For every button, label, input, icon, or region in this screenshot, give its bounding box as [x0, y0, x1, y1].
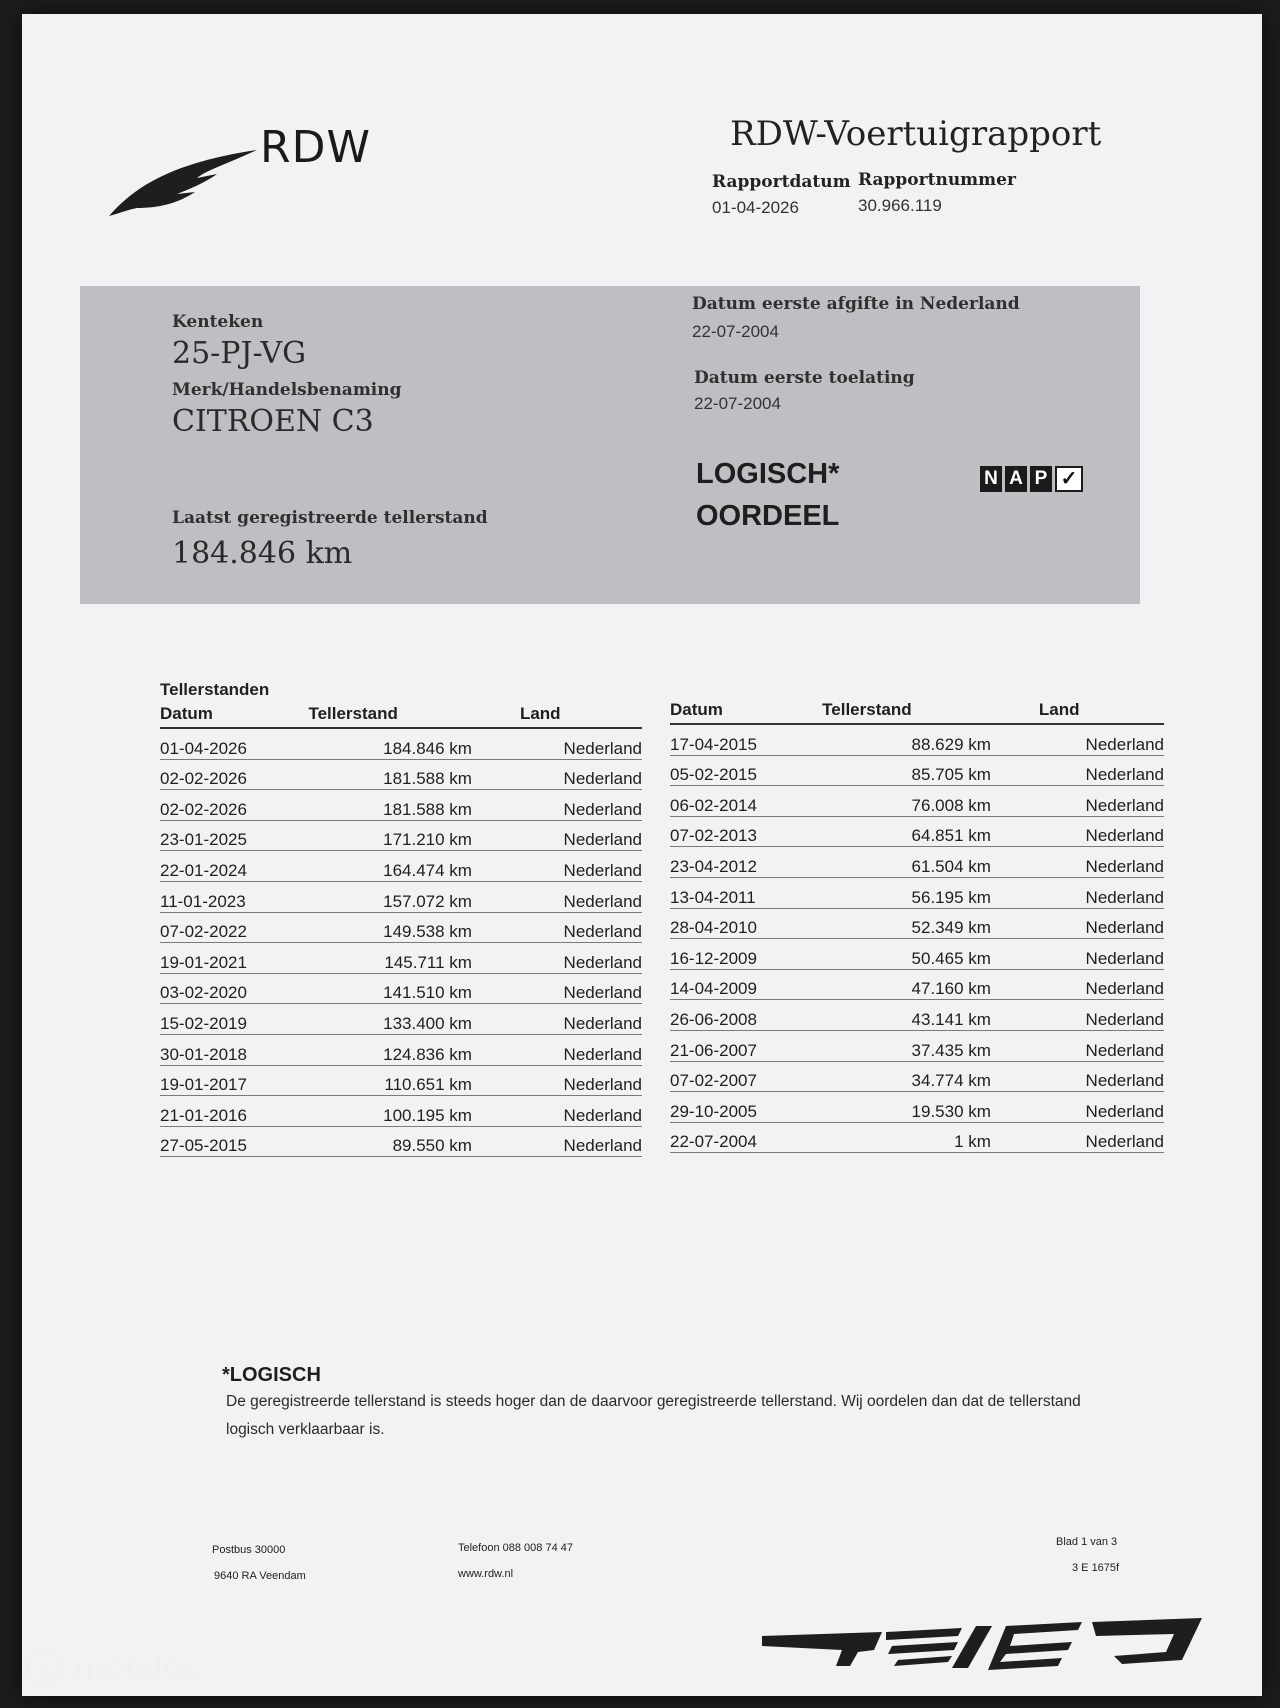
report-date: 01-04-2026	[712, 198, 799, 217]
reading-km: 61.504 km	[822, 847, 1039, 878]
table-row	[160, 851, 642, 882]
reading-km: 145.711 km	[308, 943, 520, 974]
report-title: RDW-Voertuigrapport	[730, 114, 1102, 154]
reading-date: 22-01-2024	[160, 851, 308, 882]
reading-date: 07-02-2013	[670, 816, 822, 847]
table-row	[160, 1126, 642, 1157]
table-row	[160, 1096, 642, 1127]
reading-date: 01-04-2026	[160, 728, 308, 759]
reading-date: 21-06-2007	[670, 1030, 822, 1061]
make-value: CITROEN C3	[172, 404, 374, 439]
reading-country: Nederland	[1039, 724, 1164, 755]
make-label: Merk/Handelsbenaming	[172, 380, 402, 400]
reading-country: Nederland	[520, 943, 642, 974]
plate-label: Kenteken	[172, 312, 264, 332]
reading-date: 06-02-2014	[670, 786, 822, 817]
reading-country: Nederland	[520, 1034, 642, 1065]
reading-country: Nederland	[1039, 1000, 1164, 1031]
reading-km: 110.651 km	[308, 1065, 520, 1096]
note-heading: *LOGISCH	[222, 1364, 321, 1386]
table-row	[160, 943, 642, 974]
verdict-line1: LOGISCH*	[696, 458, 840, 490]
reading-country: Nederland	[1039, 1061, 1164, 1092]
table-row	[160, 1004, 642, 1035]
table-row	[670, 908, 1164, 939]
reading-country: Nederland	[1039, 755, 1164, 786]
reading-country: Nederland	[1039, 786, 1164, 817]
table-row	[160, 912, 642, 943]
reading-km: 157.072 km	[308, 881, 520, 912]
table-row	[670, 786, 1164, 817]
reading-km: 43.141 km	[822, 1000, 1039, 1031]
reading-date: 11-01-2023	[160, 881, 308, 912]
table-row	[670, 1092, 1164, 1123]
checkmark-icon: ✓	[1055, 466, 1083, 492]
table-row	[670, 1000, 1164, 1031]
reading-country: Nederland	[520, 1126, 642, 1157]
first-admission-value: 22-07-2004	[694, 394, 781, 413]
reading-km: 181.588 km	[308, 790, 520, 821]
table-row	[670, 939, 1164, 970]
reading-date: 26-06-2008	[670, 1000, 822, 1031]
footer-city: 9640 RA Veendam	[214, 1570, 306, 1582]
col-country: Land	[520, 704, 642, 728]
reading-country: Nederland	[1039, 939, 1164, 970]
reading-date: 17-04-2015	[670, 724, 822, 755]
reading-country: Nederland	[1039, 1122, 1164, 1153]
reading-country: Nederland	[520, 1004, 642, 1035]
table-row	[160, 728, 642, 759]
watermark-text: mobilox	[74, 1649, 201, 1687]
reading-km: 181.588 km	[308, 759, 520, 790]
reading-km: 88.629 km	[822, 724, 1039, 755]
document-barcode-icon	[762, 1616, 1202, 1672]
reading-date: 14-04-2009	[670, 969, 822, 1000]
reading-country: Nederland	[1039, 908, 1164, 939]
footer-code: 3 E 1675f	[1072, 1562, 1120, 1574]
reading-country: Nederland	[520, 1065, 642, 1096]
reading-date: 16-12-2009	[670, 939, 822, 970]
reading-km: 149.538 km	[308, 912, 520, 943]
table-row	[670, 1061, 1164, 1092]
reading-country: Nederland	[520, 881, 642, 912]
reading-date: 22-07-2004	[670, 1122, 822, 1153]
reading-date: 30-01-2018	[160, 1034, 308, 1065]
table-header	[670, 700, 1164, 724]
report-number-label: Rapportnummer	[858, 170, 1016, 190]
reading-km: 124.836 km	[308, 1034, 520, 1065]
reading-km: 34.774 km	[822, 1061, 1039, 1092]
reading-country: Nederland	[520, 820, 642, 851]
reading-country: Nederland	[520, 1096, 642, 1127]
report-date-label: Rapportdatum	[712, 172, 851, 192]
reading-country: Nederland	[1039, 877, 1164, 908]
reading-date: 02-02-2026	[160, 759, 308, 790]
footer-website: www.rdw.nl	[458, 1568, 514, 1580]
reading-km: 56.195 km	[822, 877, 1039, 908]
reading-country: Nederland	[520, 912, 642, 943]
col-reading: Tellerstand	[308, 704, 520, 728]
mobilox-logo-icon	[26, 1648, 66, 1688]
reading-country: Nederland	[520, 973, 642, 1004]
reading-date: 21-01-2016	[160, 1096, 308, 1127]
reading-country: Nederland	[1039, 816, 1164, 847]
reading-km: 64.851 km	[822, 816, 1039, 847]
col-date: Datum	[670, 700, 822, 724]
footer-phone: Telefoon 088 008 74 47	[458, 1542, 573, 1554]
first-issue-nl-label: Datum eerste afgifte in Nederland	[692, 294, 1020, 314]
reading-km: 100.195 km	[308, 1096, 520, 1127]
reading-km: 1 km	[822, 1122, 1039, 1153]
reading-km: 76.008 km	[822, 786, 1039, 817]
rdw-logo-icon	[107, 134, 257, 224]
reading-km: 85.705 km	[822, 755, 1039, 786]
reading-km: 164.474 km	[308, 851, 520, 882]
table-row	[160, 1065, 642, 1096]
table-row	[160, 820, 642, 851]
table-row	[670, 877, 1164, 908]
table-row	[160, 973, 642, 1004]
reading-km: 37.435 km	[822, 1030, 1039, 1061]
reading-date: 15-02-2019	[160, 1004, 308, 1035]
org-name: RDW	[260, 122, 371, 173]
table-row	[670, 1030, 1164, 1061]
reading-km: 19.530 km	[822, 1092, 1039, 1123]
reading-date: 27-05-2015	[160, 1126, 308, 1157]
table-header	[160, 704, 642, 728]
reading-km: 133.400 km	[308, 1004, 520, 1035]
reading-km: 47.160 km	[822, 969, 1039, 1000]
reading-date: 03-02-2020	[160, 973, 308, 1004]
reading-date: 05-02-2015	[670, 755, 822, 786]
reading-date: 29-10-2005	[670, 1092, 822, 1123]
verdict-line2: OORDEEL	[696, 500, 840, 532]
reading-date: 23-01-2025	[160, 820, 308, 851]
footer-page: Blad 1 van 3	[1056, 1536, 1118, 1548]
table-row	[670, 755, 1164, 786]
nap-letter-a: A	[1005, 466, 1027, 492]
nap-logo	[980, 466, 1083, 492]
last-reading-label: Laatst geregistreerde tellerstand	[172, 508, 488, 528]
table-row	[670, 816, 1164, 847]
reading-date: 07-02-2007	[670, 1061, 822, 1092]
readings-table-right	[670, 700, 1164, 1153]
reading-country: Nederland	[520, 790, 642, 821]
reading-country: Nederland	[1039, 969, 1164, 1000]
table-row	[670, 969, 1164, 1000]
report-page	[22, 14, 1262, 1696]
table-row	[160, 1034, 642, 1065]
nap-letter-p: P	[1030, 466, 1052, 492]
table-row	[160, 881, 642, 912]
col-country: Land	[1039, 700, 1164, 724]
reading-date: 19-01-2017	[160, 1065, 308, 1096]
reading-country: Nederland	[520, 728, 642, 759]
reading-country: Nederland	[520, 759, 642, 790]
reading-km: 171.210 km	[308, 820, 520, 851]
reading-date: 13-04-2011	[670, 877, 822, 908]
plate-number: 25-PJ-VG	[172, 336, 307, 371]
reading-km: 184.846 km	[308, 728, 520, 759]
note-text: De geregistreerde tellerstand is steeds hoger dan de daarvoor geregistreerde tellerstand. Wij oordelen dan dat de tellerstand logisch verklaarbaar is.	[226, 1393, 1081, 1438]
reading-km: 141.510 km	[308, 973, 520, 1004]
vehicle-summary	[80, 286, 1140, 604]
table-row	[670, 724, 1164, 755]
reading-date: 28-04-2010	[670, 908, 822, 939]
last-reading-value: 184.846 km	[172, 536, 353, 571]
table-row	[160, 790, 642, 821]
reading-date: 07-02-2022	[160, 912, 308, 943]
reading-country: Nederland	[1039, 1092, 1164, 1123]
reading-date: 02-02-2026	[160, 790, 308, 821]
table-row	[670, 1122, 1164, 1153]
reading-date: 23-04-2012	[670, 847, 822, 878]
report-number: 30.966.119	[858, 196, 942, 215]
col-date: Datum	[160, 704, 308, 728]
reading-country: Nederland	[1039, 1030, 1164, 1061]
col-reading: Tellerstand	[822, 700, 1039, 724]
watermark	[26, 1648, 200, 1688]
readings-title: Tellerstanden	[160, 680, 270, 699]
table-row	[670, 847, 1164, 878]
first-admission-label: Datum eerste toelating	[694, 368, 915, 388]
readings-table-left	[160, 704, 642, 1157]
reading-km: 52.349 km	[822, 908, 1039, 939]
reading-date: 19-01-2021	[160, 943, 308, 974]
footer-po-box: Postbus 30000	[212, 1544, 286, 1556]
reading-km: 50.465 km	[822, 939, 1039, 970]
nap-letter-n: N	[980, 466, 1002, 492]
table-row	[160, 759, 642, 790]
first-issue-nl-value: 22-07-2004	[692, 322, 779, 341]
reading-country: Nederland	[1039, 847, 1164, 878]
reading-km: 89.550 km	[308, 1126, 520, 1157]
reading-country: Nederland	[520, 851, 642, 882]
